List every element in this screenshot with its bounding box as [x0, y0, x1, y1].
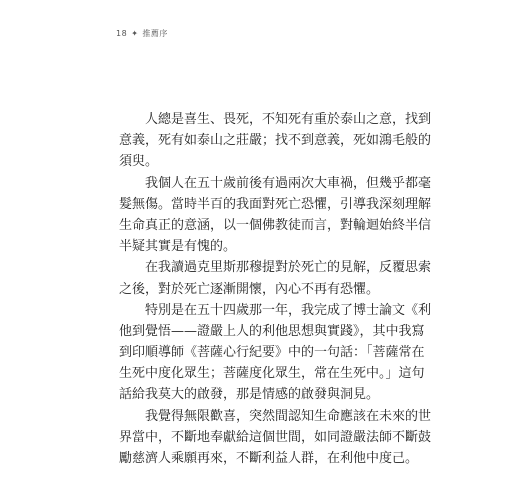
text-line: 他到覺悟——證嚴上人的利他思想與實踐》，其中我寫 — [119, 323, 425, 339]
text-line: 我個人在五十歲前後有過兩次大車禍，但幾乎都毫 — [145, 175, 432, 191]
text-line: 話給我莫大的啟發，那是情感的啟發與洞見。 — [119, 387, 380, 403]
paragraph — [119, 406, 432, 470]
text-line: 意義，死有如泰山之莊嚴；找不到意義，死如鴻毛般的 — [119, 133, 432, 149]
page-number: 18 — [116, 29, 128, 38]
paragraph — [119, 173, 432, 258]
text-line: 在我讀過克里斯那穆提對於死亡的見解，反覆思索 — [145, 260, 432, 276]
text-line: 我覺得無限歡喜，突然間認知生命應該在未來的世 — [145, 408, 432, 424]
body-text — [119, 109, 432, 469]
text-line: 須臾。 — [119, 154, 159, 170]
text-line: 人總是喜生、畏死，不知死有重於泰山之意，找到 — [145, 112, 432, 127]
text-line: 到印順導師《菩薩心行紀要》中的一句話：「菩薩常在 — [119, 345, 425, 361]
text-line: 生命真正的意涵，以一個佛教徒而言，對輪迴始終半信 — [119, 217, 432, 233]
text-line: 生死中度化眾生；菩薩度化眾生，常在生死中。」這句 — [119, 366, 425, 382]
section-title: 推薦序 — [142, 29, 168, 38]
text-line: 之後，對於死亡逐漸開懷，內心不再有恐懼。 — [119, 281, 380, 297]
paragraph — [119, 109, 432, 173]
text-line: 界當中，不斷地奉獻給這個世間，如同證嚴法師不斷鼓 — [119, 429, 432, 445]
text-line: 特別是在五十四歲那一年，我完成了博士論文《利 — [145, 302, 432, 318]
paragraph — [119, 257, 432, 299]
running-head — [116, 28, 168, 39]
separator-ornament: ✦ — [131, 29, 139, 38]
text-line: 半疑其實是有愧的。 — [119, 239, 237, 255]
text-line: 髮無傷。當時半百的我面對死亡恐懼，引導我深刻理解 — [119, 196, 432, 212]
text-line: 勵慈濟人乘願再來，不斷利益人群，在利他中度己。 — [119, 451, 419, 466]
paragraph — [119, 300, 432, 406]
